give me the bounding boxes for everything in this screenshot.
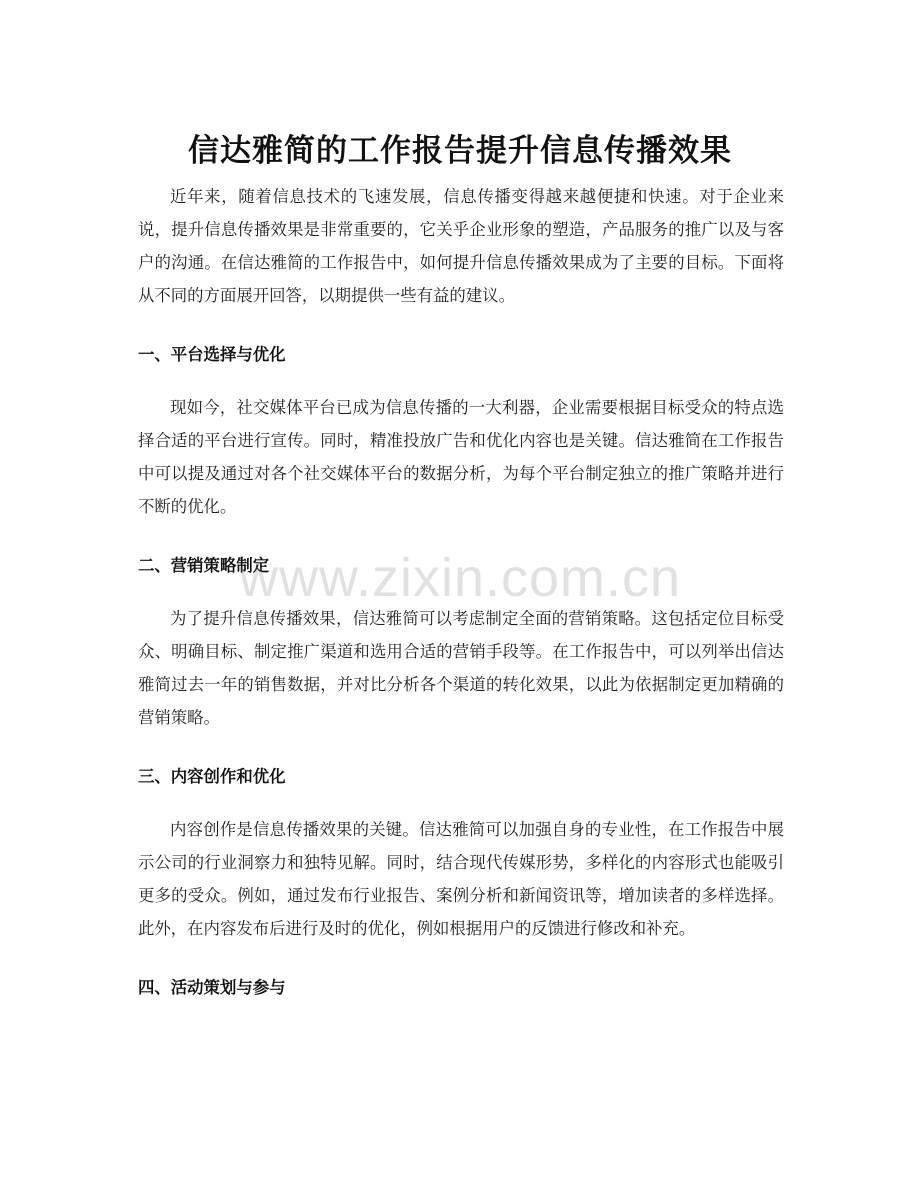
section-heading-marketing: 二、营销策略制定 — [138, 556, 270, 575]
document-title: 信达雅简的工作报告提升信息传播效果 — [188, 132, 732, 169]
section-body-marketing: 为了提升信息传播效果，信达雅简可以考虑制定全面的营销策略。这包括定位目标受众、明确目标、制定推广渠道和选用合适的营销手段等。在工作报告中，可以列举出信达雅简过去一年的销售数据，并对比分析各个渠道的转化效果，以此为依据制定更加精确的营销策略。 — [138, 609, 784, 727]
section-heading-content: 三、内容创作和优化 — [138, 767, 286, 786]
intro-paragraph: 近年来，随着信息技术的飞速发展，信息传播变得越来越便捷和快速。对于企业来说，提升信息传播效果是非常重要的，它关乎企业形象的塑造，产品服务的推广以及与客户的沟通。在信达雅简的工作报告中，如何提升信息传播效果成为了主要的目标。下面将从不同的方面展开回答，以期提供一些有益的建议。 — [138, 187, 784, 305]
section-heading-events: 四、活动策划与参与 — [138, 978, 286, 997]
watermark: www.zixin.com.cn — [238, 548, 682, 608]
section-body-content: 内容创作是信息传播效果的关键。信达雅简可以加强自身的专业性，在工作报告中展示公司的行业洞察力和独特见解。同时，结合现代传媒形势，多样化的内容形式也能吸引更多的受众。例如，通过发布行业报告、案例分析和新闻资讯等，增加读者的多样选择。此外，在内容发布后进行及时的优化，例如根据用户的反馈进行修改和补充。 — [138, 820, 784, 938]
section-body-platform: 现如今，社交媒体平台已成为信息传播的一大利器，企业需要根据目标受众的特点选择合适的平台进行宣传。同时，精准投放广告和优化内容也是关键。信达雅简在工作报告中可以提及通过对各个社交媒体平台的数据分析，为每个平台制定独立的推广策略并进行不断的优化。 — [138, 398, 784, 516]
document-body — [138, 180, 784, 1004]
section-heading-platform: 一、平台选择与优化 — [138, 345, 286, 364]
